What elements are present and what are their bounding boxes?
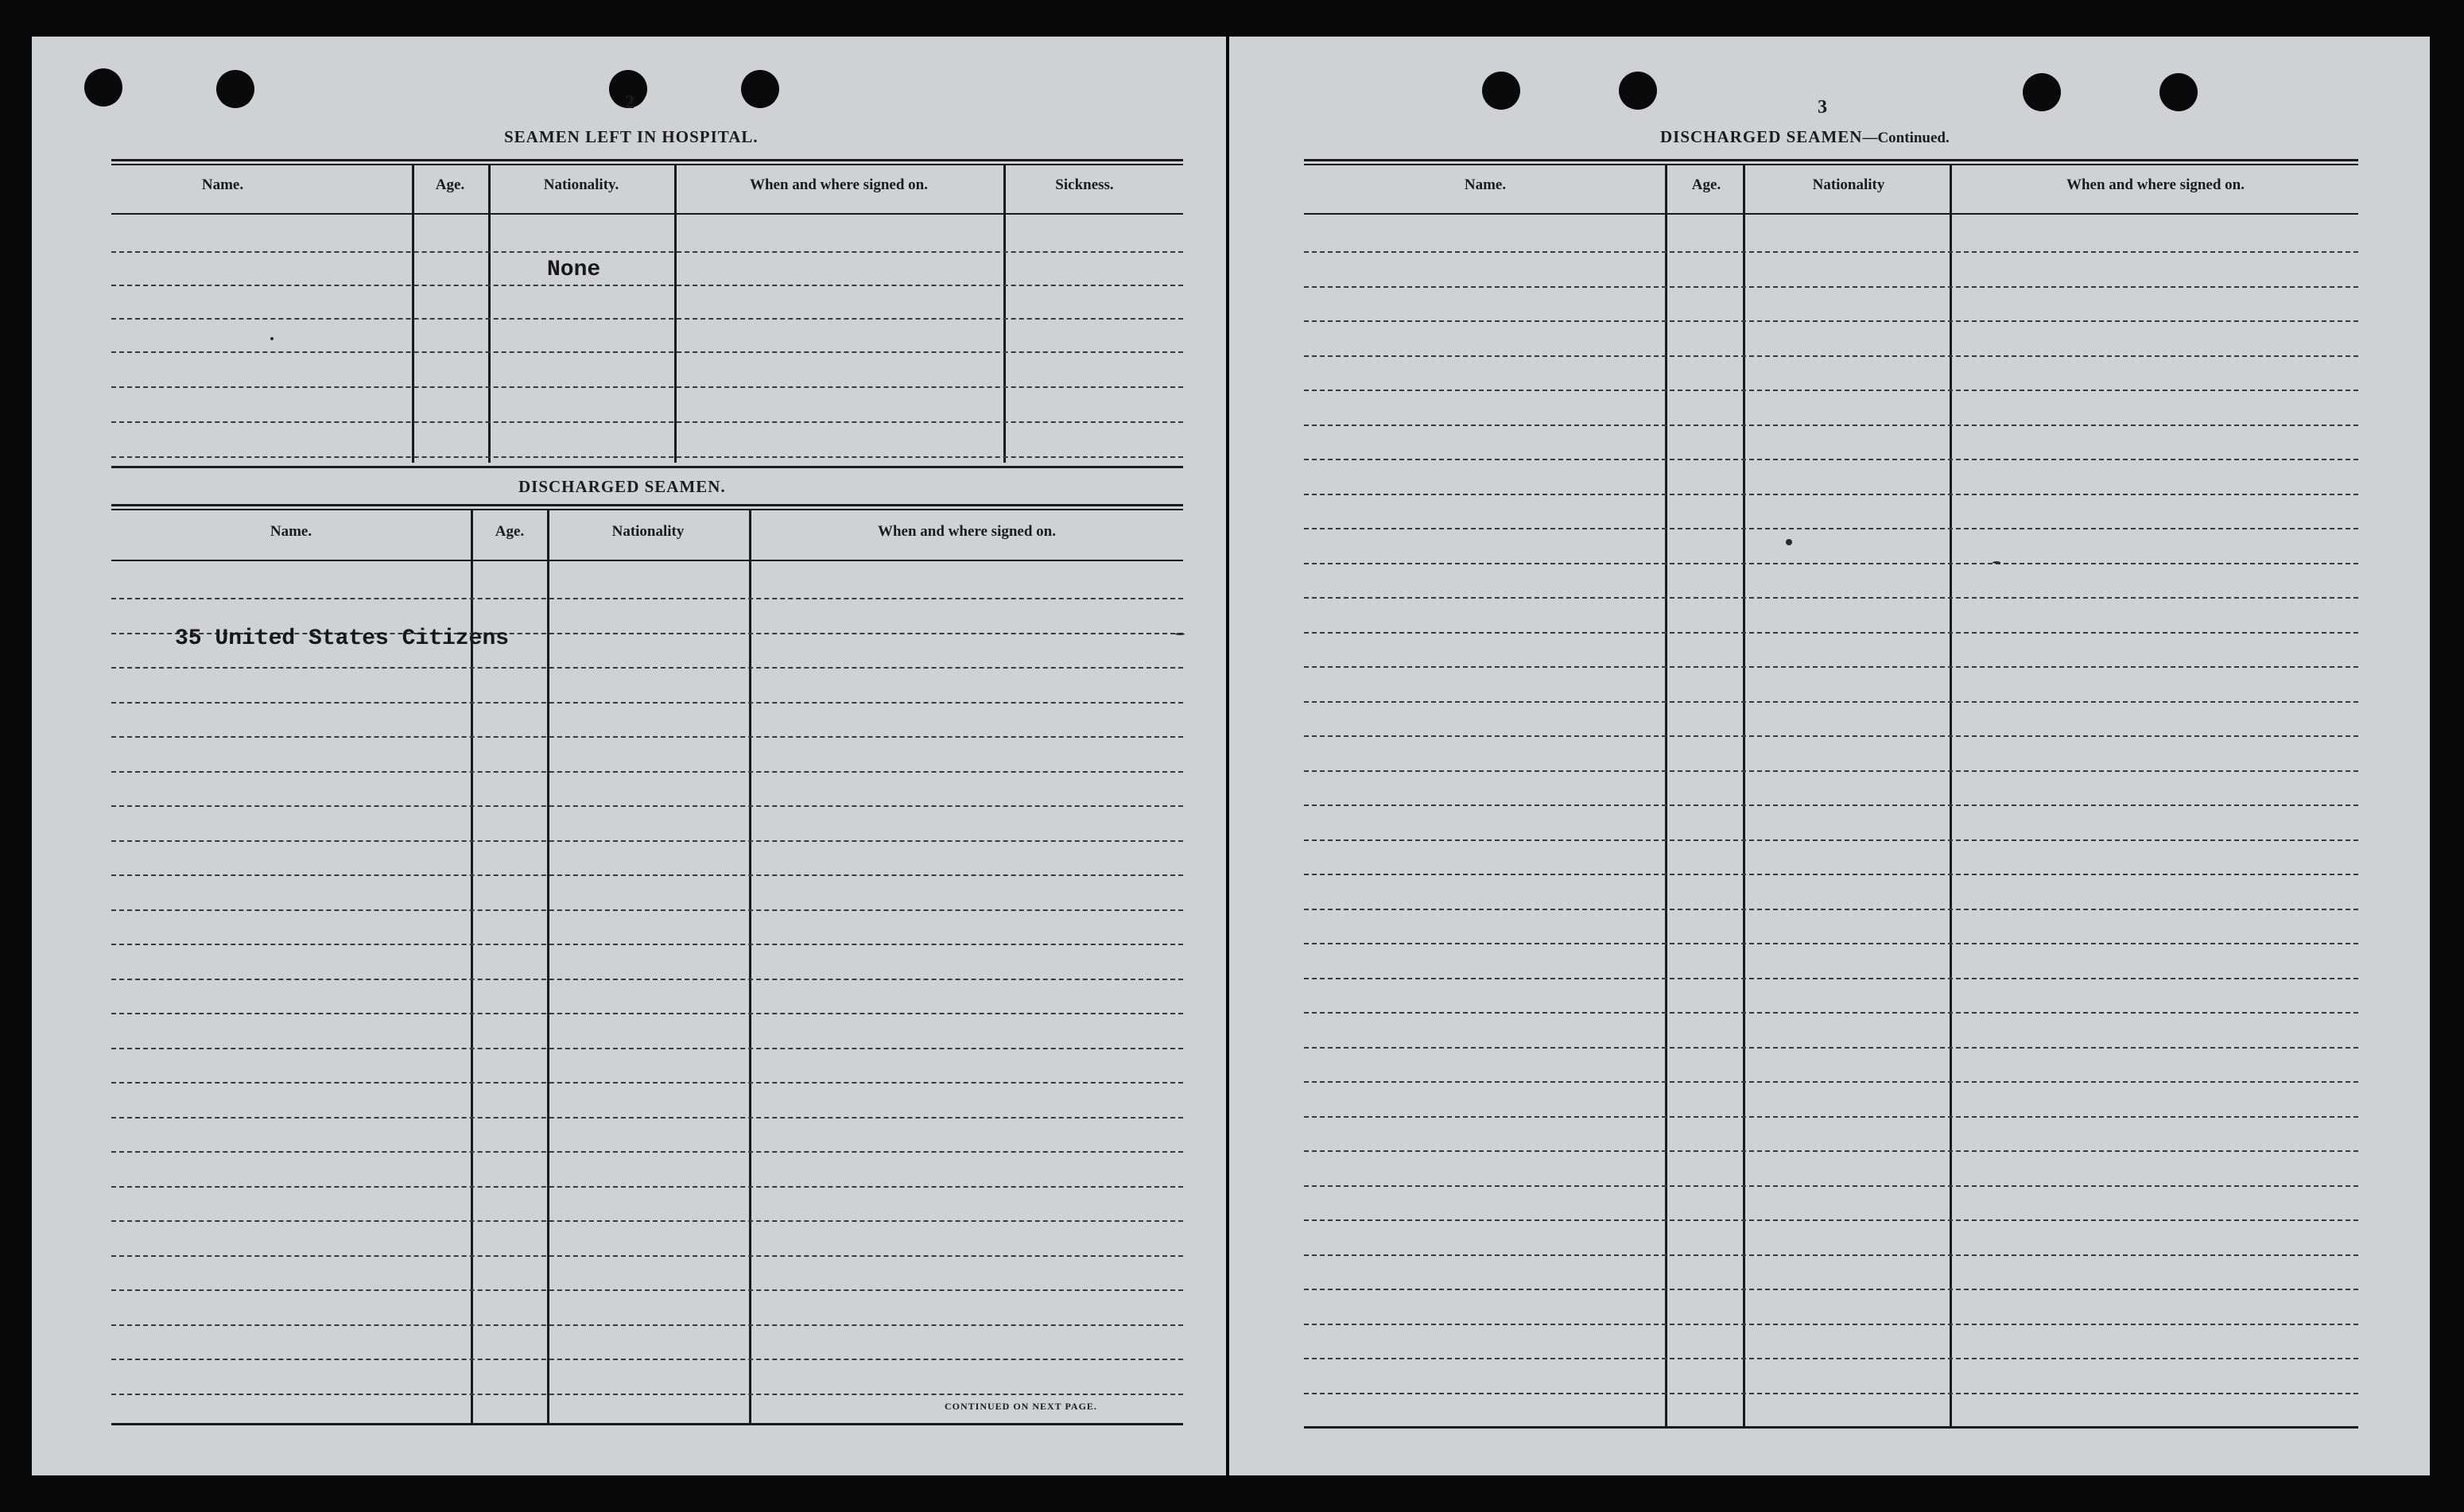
ruled-line xyxy=(111,1117,1183,1118)
column-divider xyxy=(1743,165,1745,1426)
ruled-line xyxy=(1304,1324,2358,1325)
paper-speck xyxy=(1993,561,2000,564)
column-header-nationality: Nationality xyxy=(1812,176,1885,193)
column-divider xyxy=(1665,165,1667,1426)
ruled-line xyxy=(111,456,1183,458)
column-header-name: Name. xyxy=(1464,176,1507,193)
ruled-line xyxy=(111,944,1183,945)
ruled-line xyxy=(111,909,1183,911)
ruled-line xyxy=(111,840,1183,842)
ruled-line xyxy=(1304,390,2358,391)
ruled-line xyxy=(1304,666,2358,668)
ruled-line xyxy=(111,251,1183,253)
column-header-signed-on: When and where signed on. xyxy=(2066,176,2245,193)
ruled-line xyxy=(1304,1254,2358,1256)
title-main: DISCHARGED SEAMEN xyxy=(1660,127,1863,146)
column-divider xyxy=(1950,165,1952,1426)
ruled-line xyxy=(111,1255,1183,1257)
title-continued: —Continued. xyxy=(1862,130,1950,146)
ruled-line xyxy=(1304,320,2358,322)
punch-hole xyxy=(84,68,122,107)
ruled-line xyxy=(111,874,1183,876)
table-top-rule xyxy=(111,159,1183,161)
ruled-line xyxy=(1304,1047,2358,1049)
ruled-line xyxy=(1304,909,2358,910)
column-header-signed-on: When and where signed on. xyxy=(877,523,1056,540)
ruled-line xyxy=(1304,735,2358,737)
ruled-line xyxy=(1304,770,2358,772)
ruled-line xyxy=(111,598,1183,599)
ruled-line xyxy=(1304,494,2358,495)
column-header-age: Age. xyxy=(495,523,525,540)
column-divider xyxy=(412,165,414,463)
column-header-age: Age. xyxy=(1691,176,1721,193)
ruled-line xyxy=(111,805,1183,807)
column-header-signed-on: When and where signed on. xyxy=(749,176,928,193)
column-divider xyxy=(488,165,491,463)
column-header-sickness: Sickness. xyxy=(1055,176,1114,193)
ruled-line xyxy=(1304,1185,2358,1187)
ruled-line xyxy=(1304,1219,2358,1221)
ruled-line xyxy=(111,285,1183,286)
ruled-line xyxy=(1304,874,2358,875)
ruled-line xyxy=(1304,563,2358,564)
ruled-line xyxy=(1304,528,2358,529)
ruled-line xyxy=(1304,804,2358,806)
table-top-rule xyxy=(1304,164,2358,165)
ruled-line xyxy=(111,1082,1183,1084)
ruled-line xyxy=(1304,1012,2358,1014)
ruled-line xyxy=(111,1394,1183,1395)
ruled-line xyxy=(111,736,1183,738)
paper-speck xyxy=(1175,633,1185,635)
ruled-line xyxy=(111,1013,1183,1014)
table-top-rule xyxy=(1304,159,2358,161)
table-top-rule xyxy=(111,164,1183,165)
ruled-line xyxy=(111,979,1183,980)
ruled-line xyxy=(111,421,1183,423)
ruled-line xyxy=(111,1186,1183,1188)
table-top-rule xyxy=(111,509,1183,510)
paper-speck xyxy=(270,337,274,340)
ruled-line xyxy=(1304,1116,2358,1118)
ruled-line xyxy=(1304,459,2358,460)
left-page xyxy=(32,37,1226,1475)
ruled-line xyxy=(1304,355,2358,357)
ruled-line xyxy=(111,1151,1183,1153)
ruled-line xyxy=(1304,597,2358,599)
ruled-line xyxy=(1304,251,2358,253)
column-header-name: Name. xyxy=(201,176,244,193)
ruled-line xyxy=(1304,1289,2358,1290)
ruled-line xyxy=(111,1220,1183,1222)
ruled-line xyxy=(1304,839,2358,841)
ruled-line xyxy=(1304,632,2358,634)
punch-hole xyxy=(2023,73,2061,111)
table-bottom-rule xyxy=(111,1423,1183,1425)
column-header-age: Age. xyxy=(435,176,465,193)
ruled-line xyxy=(1304,1358,2358,1359)
discharged-entry: 35 United States Citizens xyxy=(175,626,510,651)
ruled-line xyxy=(111,667,1183,669)
ruled-line xyxy=(111,1289,1183,1291)
punch-hole xyxy=(216,70,254,108)
ruled-line xyxy=(1304,1150,2358,1152)
hospital-section-title: SEAMEN LEFT IN HOSPITAL. xyxy=(504,127,759,146)
ruled-line xyxy=(1304,943,2358,944)
ruled-line xyxy=(111,351,1183,353)
paper-speck xyxy=(1786,539,1792,545)
punch-hole xyxy=(1482,72,1520,110)
header-underline xyxy=(111,560,1183,561)
ruled-line xyxy=(111,386,1183,388)
page-number: 3 xyxy=(1818,97,1827,118)
hospital-entry: None xyxy=(547,258,601,282)
ruled-line xyxy=(111,1048,1183,1049)
table-top-rule xyxy=(111,504,1183,506)
ruled-line xyxy=(111,318,1183,320)
ruled-line xyxy=(111,771,1183,773)
discharged-continued-title xyxy=(1660,127,1950,147)
column-header-nationality: Nationality. xyxy=(543,176,619,193)
ruled-line xyxy=(111,702,1183,704)
column-divider xyxy=(674,165,677,463)
column-header-nationality: Nationality xyxy=(611,523,685,540)
ruled-line xyxy=(111,1324,1183,1326)
column-divider xyxy=(1003,165,1006,463)
table-bottom-rule xyxy=(1304,1426,2358,1429)
section-rule xyxy=(111,466,1183,468)
punch-hole xyxy=(1619,72,1657,110)
ruled-line xyxy=(1304,1081,2358,1083)
column-header-name: Name. xyxy=(270,523,312,540)
column-divider xyxy=(547,510,549,1423)
ruled-line xyxy=(111,1359,1183,1360)
header-underline xyxy=(1304,213,2358,215)
ruled-line xyxy=(1304,425,2358,426)
header-underline xyxy=(111,213,1183,215)
punch-hole xyxy=(2159,73,2198,111)
continued-note: CONTINUED ON NEXT PAGE. xyxy=(945,1401,1097,1412)
right-page xyxy=(1229,37,2430,1475)
ruled-line xyxy=(1304,978,2358,979)
ruled-line xyxy=(1304,1393,2358,1394)
ruled-line xyxy=(1304,701,2358,703)
ruled-line xyxy=(1304,286,2358,288)
page-number: 2 xyxy=(625,92,634,113)
column-divider xyxy=(749,510,751,1423)
discharged-section-title: DISCHARGED SEAMEN. xyxy=(518,477,726,496)
punch-hole xyxy=(741,70,779,108)
